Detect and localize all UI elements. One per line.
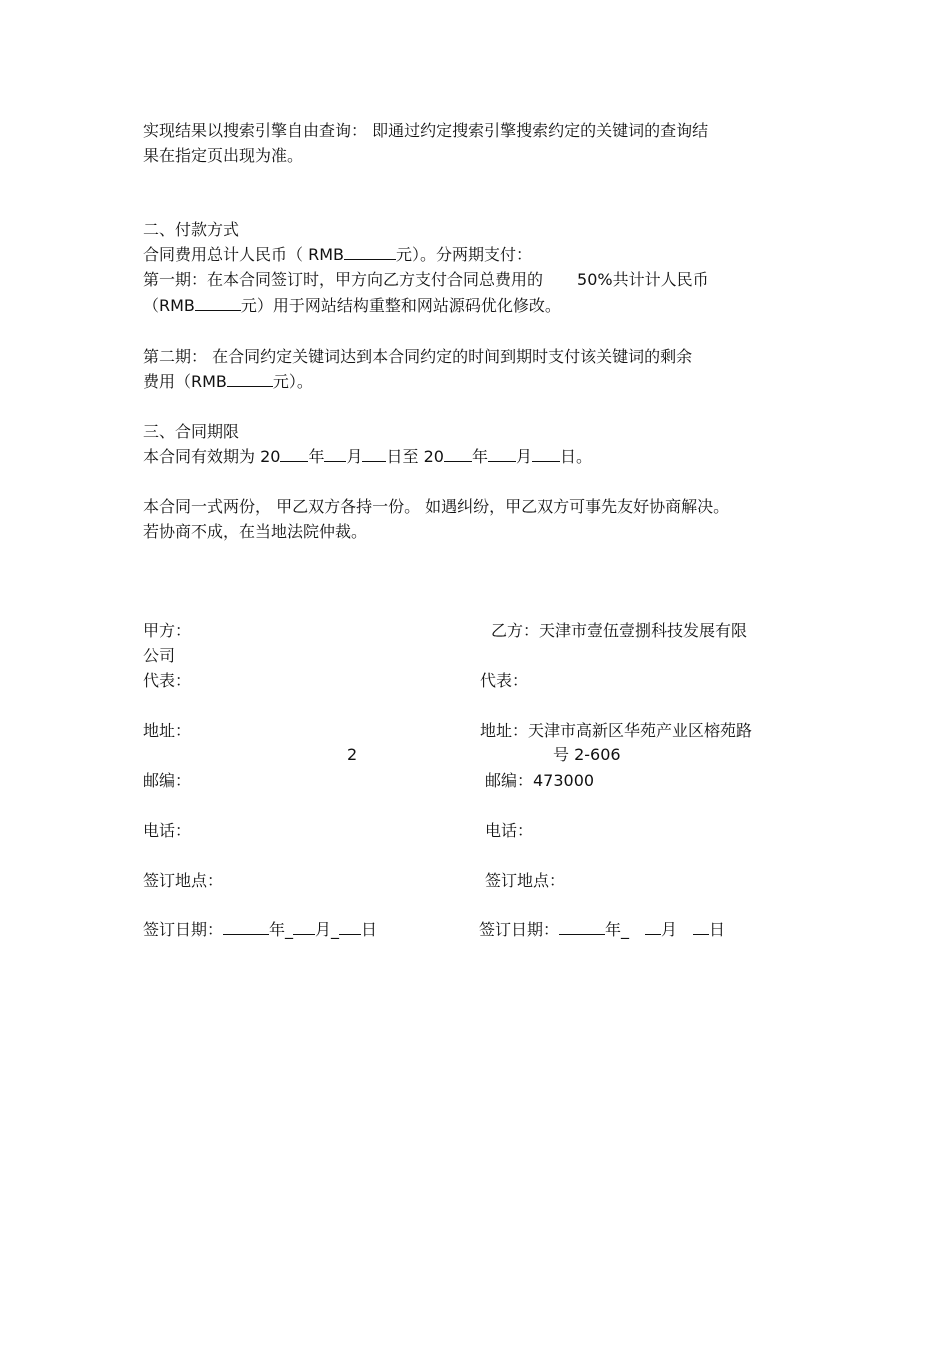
term-part-4: 日至 20 [386,447,444,466]
term-blank-6 [532,447,560,462]
term-blank-4 [444,447,472,462]
party-a-date-label: 签订日期： [143,920,224,939]
phase1-rmb-suffix: 元）用于网站结构重整和网站源码优化修改。 [240,296,561,315]
party-b-address-line-2: 号 2-606 [553,745,621,764]
payment-total-suffix: 元）。分两期支付： [396,245,533,264]
party-b-zip: 邮编：473000 [485,771,595,790]
phase2-line-1: 第二期： 在合同约定关键词达到本合同约定的时间到期时支付该关键词的剩余 [143,347,693,366]
party-a-date-month: 月_ [315,920,340,939]
party-b-name: 乙方：天津市壹伍壹捌科技发展有限 [491,621,748,640]
party-a-date-year: 年_ [269,920,294,939]
party-b-place-label: 签订地点： [485,871,566,890]
copies-line-2: 若协商不成，在当地法院仲裁。 [143,522,368,541]
party-b-name-wrap: 公司 [143,646,176,665]
intro-line-1: 实现结果以搜索引擎自由查询： 即通过约定搜索引擎搜索约定的关键词的查询结 [143,121,709,140]
copies-line-1: 本合同一式两份， 甲乙双方各持一份。 如遇纠纷，甲乙双方可事先友好协商解决。 [143,497,730,516]
party-a-rep-label: 代表： [143,671,192,690]
term-blank-1 [280,447,308,462]
party-a-date-year-blank [223,920,269,935]
phase2-rmb-suffix: 元）。 [272,372,313,391]
page-number: 2 [347,745,358,764]
party-b-phone-label: 电话： [485,821,534,840]
term-part-7: 日。 [559,447,592,466]
term-blank-3 [362,447,386,462]
phase1-line-2 [143,296,561,316]
party-b-date-label: 签订日期： [479,920,560,939]
party-a-date-month-blank [293,920,315,935]
phase1-line-1 [143,270,709,290]
party-a-zip-label: 邮编： [143,771,192,790]
party-a-date [143,920,377,940]
phase1-blank [195,296,241,311]
term-part-6: 月 [515,447,532,466]
term-line [143,447,592,467]
phase2-line-2 [143,372,313,392]
party-b-date-month-blank [645,920,661,935]
party-b-date-day-blank [693,920,709,935]
party-a-phone-label: 电话： [143,821,192,840]
payment-heading: 二、付款方式 [143,220,240,239]
term-part-3: 月 [346,447,363,466]
term-blank-2 [324,447,346,462]
party-b-address-line-1: 地址：天津市高新区华苑产业区榕苑路 [480,721,753,740]
term-part-2: 年 [308,447,325,466]
party-b-date-year-blank [559,920,605,935]
term-heading: 三、合同期限 [143,422,240,441]
intro-line-2: 果在指定页出现为准。 [143,146,304,165]
phase2-rmb-prefix: 费用（RMB [143,372,227,391]
term-blank-5 [488,447,516,462]
party-a-date-day-blank [339,920,361,935]
party-a-date-day: 日 [361,920,378,939]
payment-total-blank [344,245,396,260]
payment-total-prefix: 合同费用总计人民币（ RMB [143,245,344,264]
party-b-date-month: 月 [661,920,678,939]
party-b-rep-label: 代表： [480,671,529,690]
party-a-address-label: 地址： [143,721,192,740]
party-b-date-year: 年_ [605,920,630,939]
phase2-blank [227,372,273,387]
party-a-label: 甲方： [143,621,192,640]
party-b-date-day: 日 [709,920,726,939]
term-part-5: 年 [471,447,488,466]
term-part-1: 本合同有效期为 20 [143,447,281,466]
phase1-text: 第一期：在本合同签订时，甲方向乙方支付合同总费用的 [143,270,544,289]
party-b-date [479,920,725,940]
phase1-rmb-prefix: （RMB [143,296,195,315]
phase1-percent: 50%共计计人民币 [577,270,709,289]
payment-total [143,245,532,265]
party-a-place-label: 签订地点： [143,871,224,890]
